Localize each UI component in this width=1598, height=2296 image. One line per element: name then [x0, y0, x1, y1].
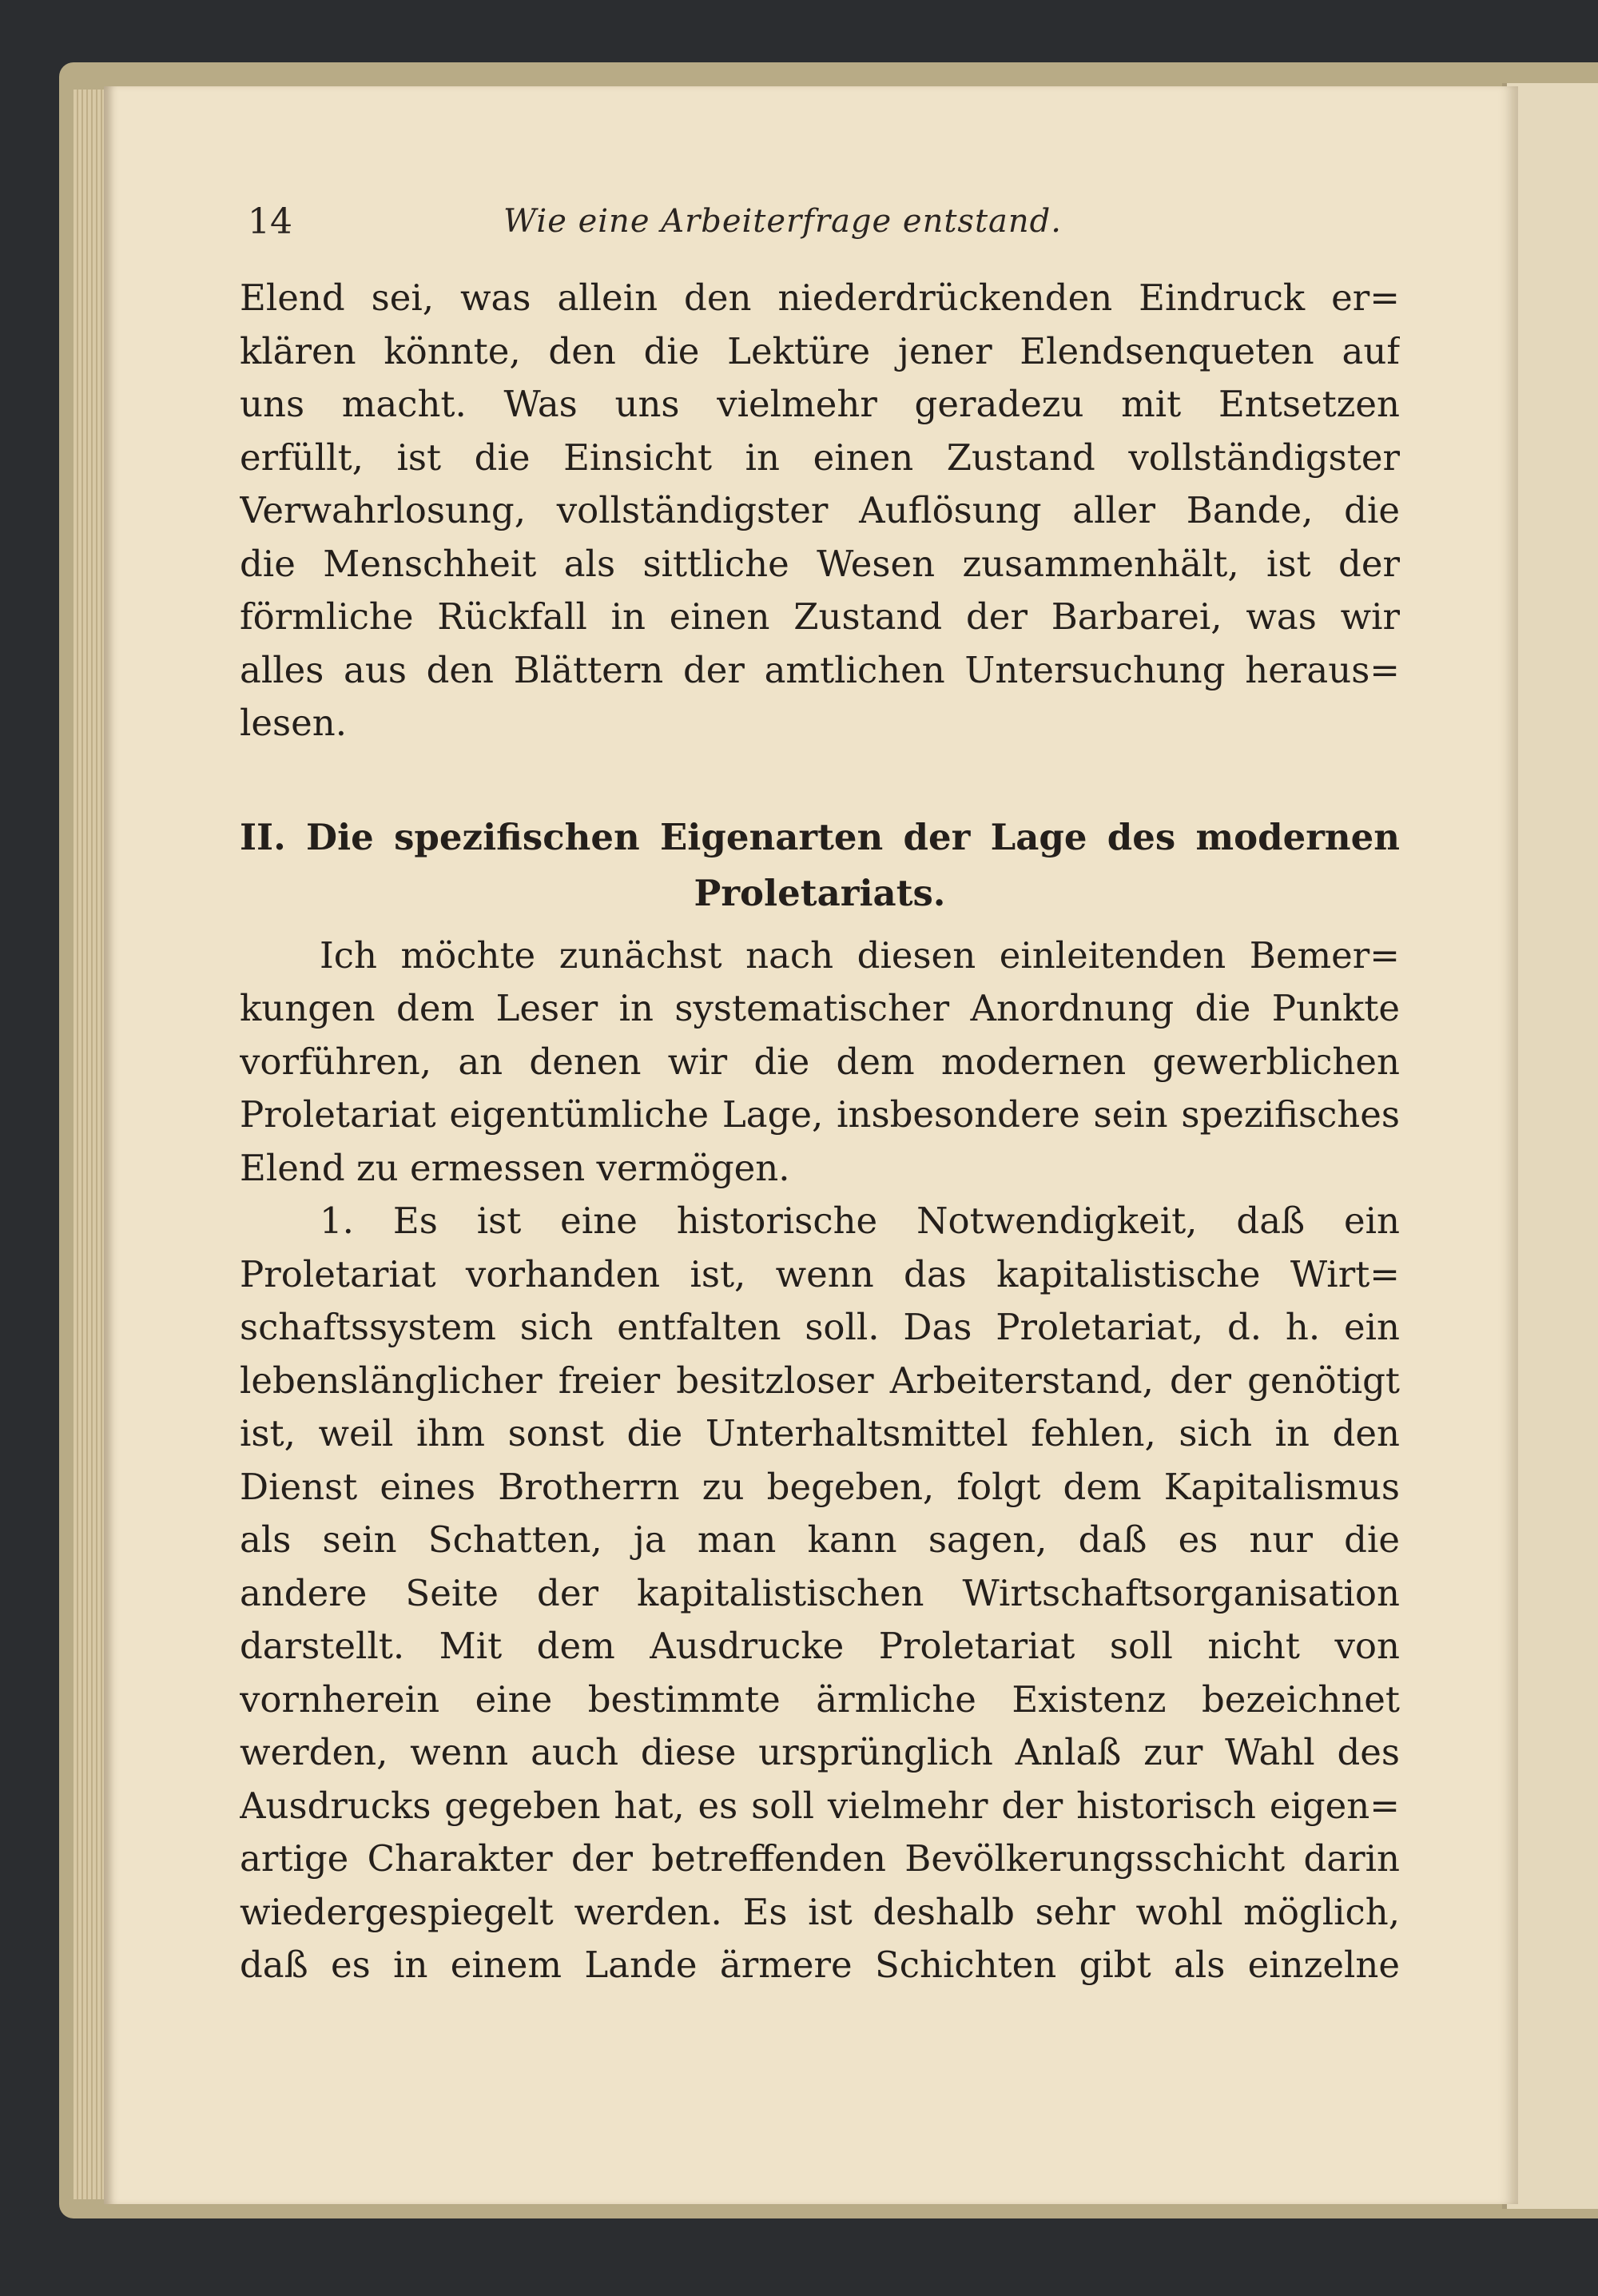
text-line: kungen dem Leser in systematischer Anordnung die Punkte	[240, 987, 1400, 1029]
text-line: als sein Schatten, ja man kann sagen, daß es nur die	[240, 1518, 1400, 1561]
text-line: die Menschheit als sittliche Wesen zusammenhält, ist der	[240, 542, 1400, 585]
text-line: vorführen, an denen wir die dem modernen gewerblichen	[240, 1040, 1400, 1083]
text-line: werden, wenn auch diese ursprünglich Anlaß zur Wahl des	[240, 1731, 1400, 1773]
text-line: lesen.	[240, 702, 348, 744]
text-line: uns macht. Was uns vielmehr geradezu mit Entsetzen	[240, 383, 1400, 425]
text-line: ist, weil ihm sonst die Unterhaltsmittel fehlen, sich in den	[240, 1412, 1400, 1454]
text-line: lebenslänglicher freier besitzloser Arbeiterstand, der genötigt	[240, 1359, 1400, 1402]
text-line: Proletariat eigentümliche Lage, insbesondere sein spezifisches	[240, 1093, 1400, 1136]
section-heading-line: II. Die spezifischen Eigenarten der Lage des modernen	[240, 815, 1400, 858]
page-header	[248, 201, 1398, 249]
text-line: Ich möchte zunächst nach diesen einleitenden Bemer=	[320, 933, 1400, 977]
section-heading-line: Proletariats.	[694, 871, 946, 914]
text-line: schaftssystem sich entfalten soll. Das Proletariat, d. h. ein	[240, 1306, 1400, 1348]
text-line: Dienst eines Brotherrn zu begeben, folgt dem Kapitalismus	[240, 1465, 1400, 1508]
text-line: artige Charakter der betreffenden Bevölkerungsschicht darin	[240, 1837, 1400, 1880]
page-number: 14	[248, 201, 292, 242]
text-line: Elend sei, was allein den niederdrückenden Eindruck er=	[240, 277, 1400, 319]
text-line: andere Seite der kapitalistischen Wirtschaftsorganisation	[240, 1571, 1400, 1614]
text-line: alles aus den Blättern der amtlichen Untersuchung heraus=	[240, 648, 1400, 691]
text-line: Proletariat vorhanden ist, wenn das kapitalistische Wirt=	[240, 1252, 1400, 1295]
text-line: darstellt. Mit dem Ausdrucke Proletariat soll nicht von	[240, 1625, 1400, 1667]
paragraph-1	[240, 272, 1400, 750]
text-line: klären könnte, den die Lektüre jener Elendsenqueten auf	[240, 329, 1400, 372]
text-line: erfüllt, ist die Einsicht in einen Zustand vollständigster	[240, 436, 1400, 479]
section-heading	[240, 811, 1400, 923]
paragraph-2	[240, 929, 1400, 1196]
text-line: Elend zu ermessen vermögen.	[240, 1146, 790, 1189]
text-line: wiedergespiegelt werden. Es ist deshalb sehr wohl möglich,	[240, 1890, 1400, 1933]
paragraph-3	[240, 1195, 1400, 1992]
text-line: daß es in einem Lande ärmere Schichten gibt als einzelne	[240, 1944, 1400, 1986]
text-line: Ausdrucks gegeben hat, es soll vielmehr der historisch eigen=	[240, 1784, 1400, 1827]
text-line: förmliche Rückfall in einen Zustand der Barbarei, was wir	[240, 595, 1400, 638]
running-title: Wie eine Arbeiterfrage entstand.	[503, 203, 1062, 240]
text-line: 1. Es ist eine historische Notwendigkeit, daß ein	[320, 1200, 1400, 1242]
text-line: vornherein eine bestimmte ärmliche Existenz bezeichnet	[240, 1677, 1400, 1721]
text-line: Verwahrlosung, vollständigster Auflösung aller Bande, die	[240, 489, 1400, 531]
page-stack-edges	[74, 90, 105, 2199]
page-body	[240, 272, 1400, 1992]
